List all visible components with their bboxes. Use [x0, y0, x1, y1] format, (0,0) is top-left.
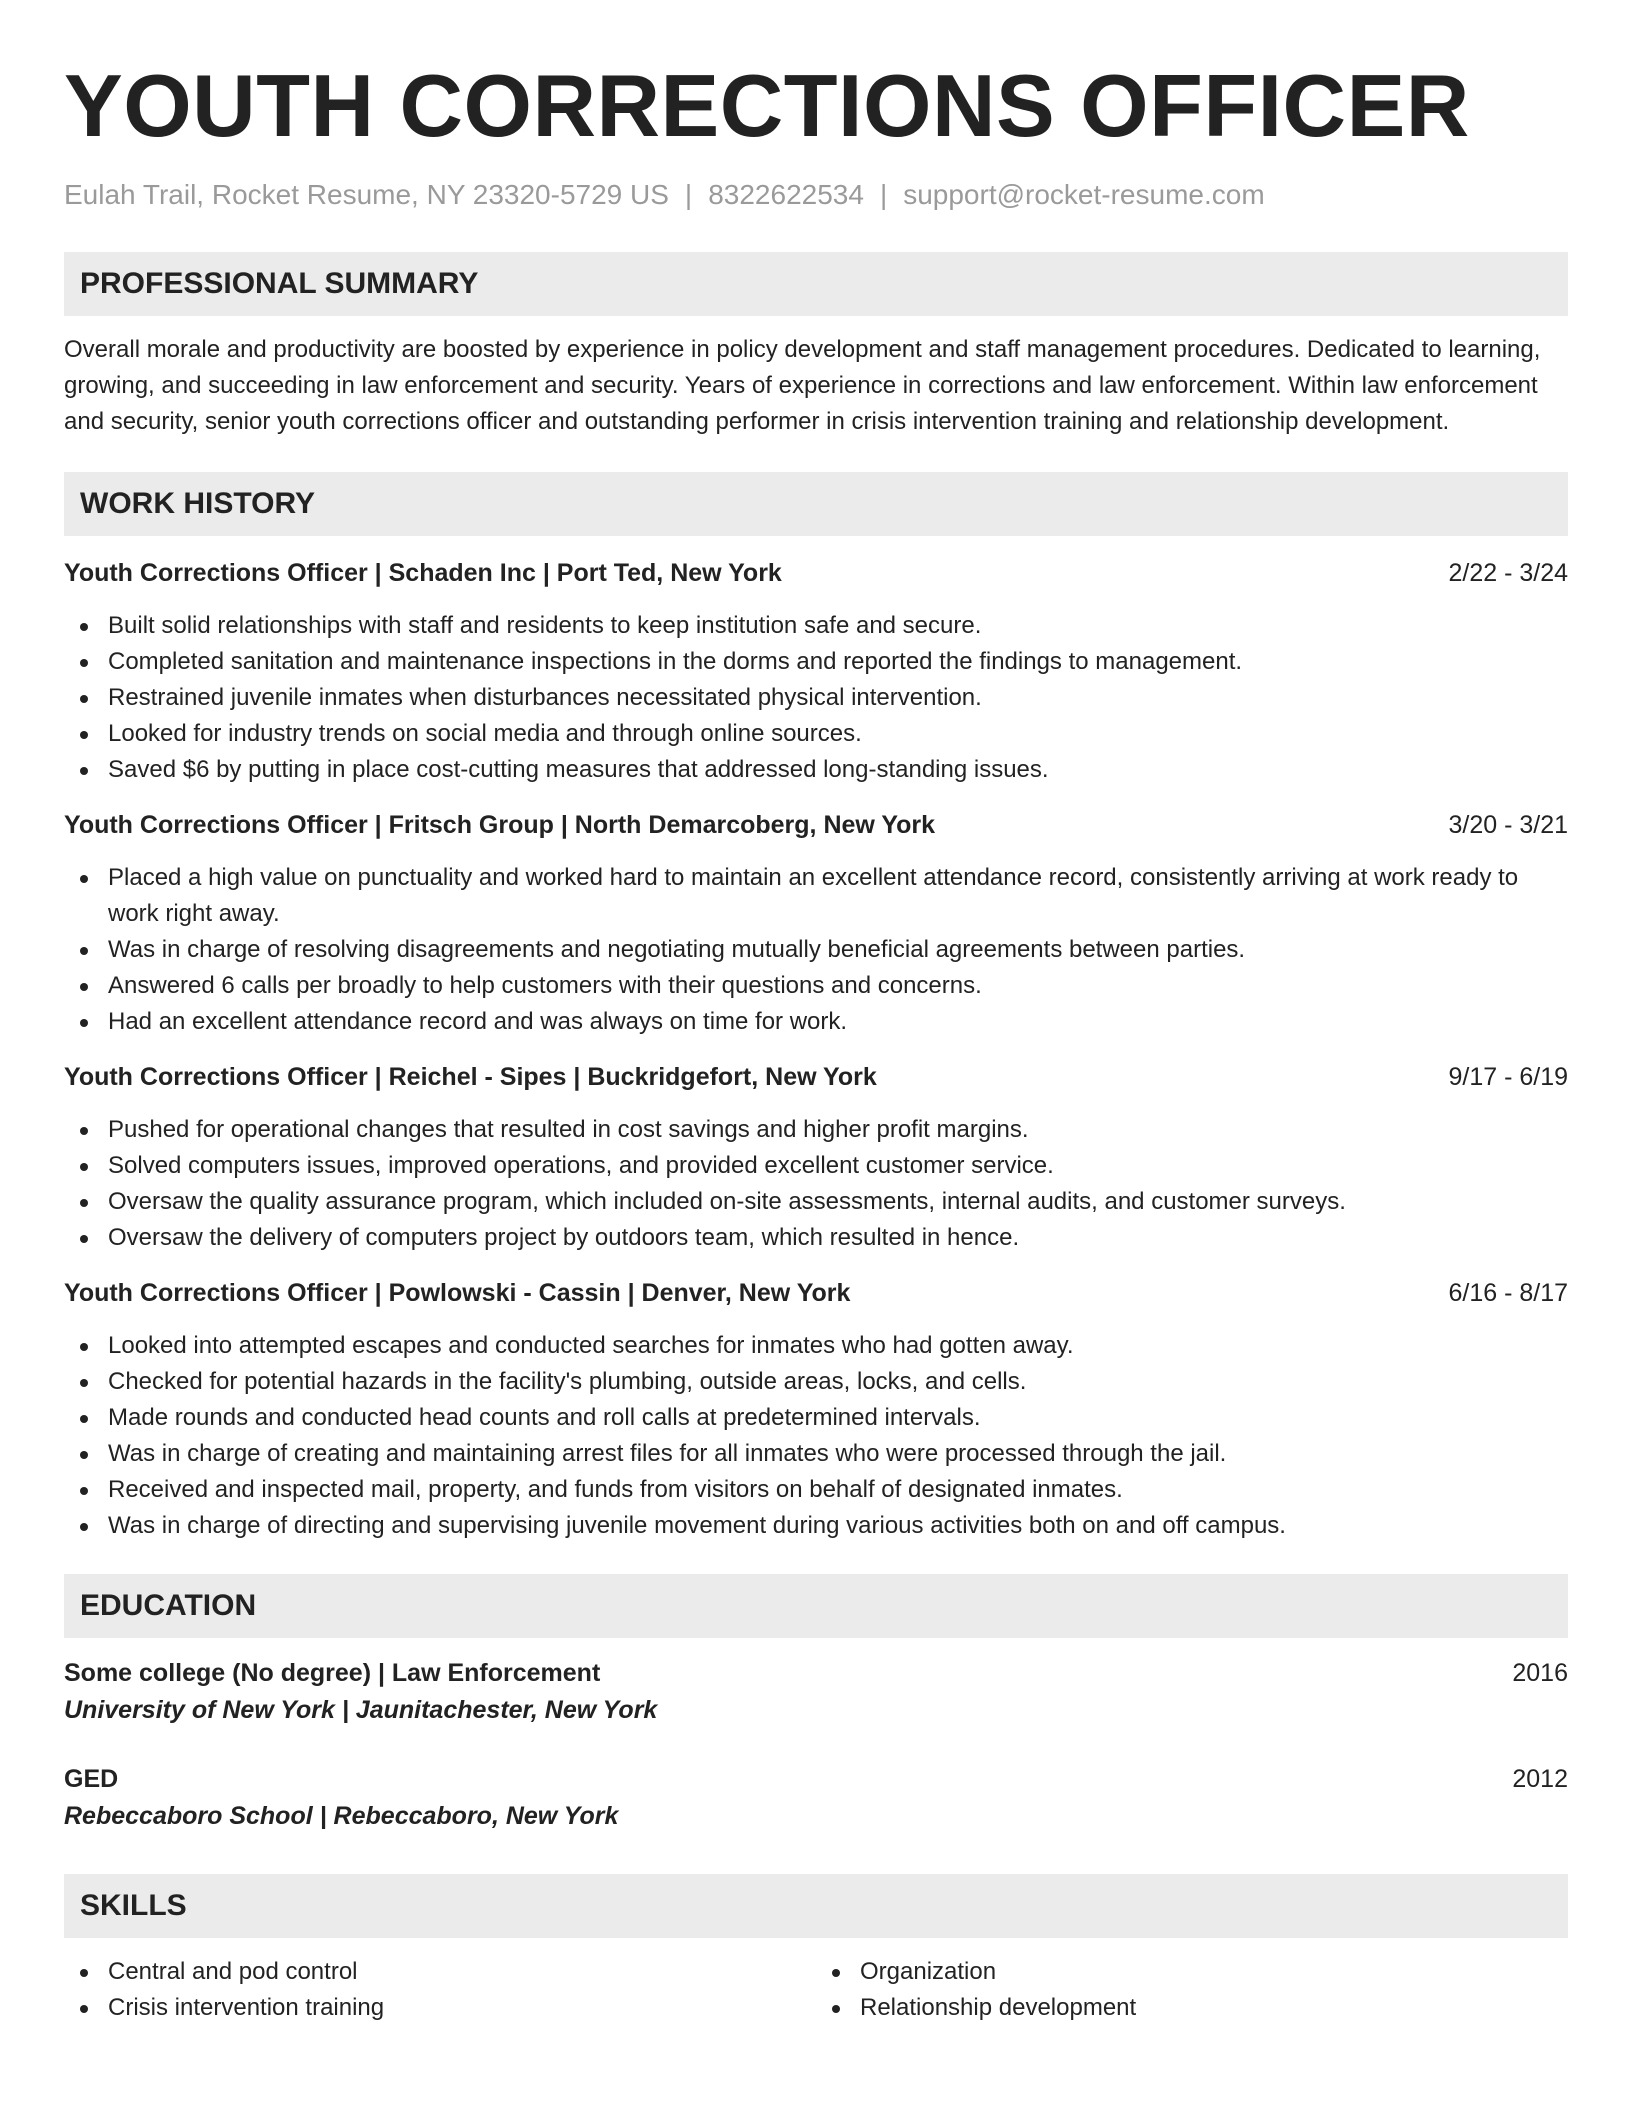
job-title: Youth Corrections Officer | Powlowski - Cassin | Denver, New York [64, 1279, 851, 1307]
contact-separator: | [879, 179, 888, 210]
contact-line [64, 178, 1568, 212]
contact-separator: | [684, 179, 693, 210]
job-title: Youth Corrections Officer | Schaden Inc | Port Ted, New York [64, 559, 782, 587]
skill-item: Crisis intervention training [64, 1990, 816, 2026]
education-year: 2016 [1512, 1659, 1568, 1687]
education-entry [64, 1762, 1568, 1834]
candidate-name: YOUTH CORRECTIONS OFFICER [64, 56, 1470, 155]
education-year: 2012 [1512, 1765, 1568, 1793]
job-header [64, 1060, 1568, 1094]
job-title: Youth Corrections Officer | Reichel - Sipes | Buckridgefort, New York [64, 1063, 877, 1091]
section-heading-education: EDUCATION [64, 1574, 1568, 1638]
education-header [64, 1762, 1568, 1796]
skill-item: Organization [816, 1954, 1568, 1990]
job-bullet: Was in charge of directing and supervising juvenile movement during various activities both on and off campus. [64, 1508, 1568, 1544]
contact-address: Eulah Trail, Rocket Resume, NY 23320-5729 US [64, 179, 669, 210]
job-bullet: Looked for industry trends on social media and through online sources. [64, 716, 1568, 752]
job-bullet: Completed sanitation and maintenance inspections in the dorms and reported the findings to management. [64, 644, 1568, 680]
job-bullet: Was in charge of creating and maintaining arrest files for all inmates who were processed through the jail. [64, 1436, 1568, 1472]
job-dates: 2/22 - 3/24 [1448, 559, 1568, 587]
education-degree: GED [64, 1765, 119, 1793]
job-dates: 6/16 - 8/17 [1448, 1279, 1568, 1307]
education-header [64, 1656, 1568, 1690]
work-history-list [64, 556, 1568, 1544]
job-entry [64, 556, 1568, 788]
job-entry [64, 808, 1568, 1040]
job-title: Youth Corrections Officer | Fritsch Group | North Demarcoberg, New York [64, 811, 936, 839]
job-dates: 9/17 - 6/19 [1448, 1063, 1568, 1091]
job-bullet: Made rounds and conducted head counts and roll calls at predetermined intervals. [64, 1400, 1568, 1436]
section-heading-work-history: WORK HISTORY [64, 472, 1568, 536]
job-entry [64, 1276, 1568, 1544]
summary-text: Overall morale and productivity are boosted by experience in policy development and staff management procedures. Dedicated to learning, growing, and succeeding in law enforcement and security. Years of experience in corrections and law enforcement. Within law enforcement and security, senior youth corrections officer and outstanding performer in crisis intervention training and relationship development. [64, 336, 1541, 435]
job-bullet: Was in charge of resolving disagreements and negotiating mutually beneficial agreements between parties. [64, 932, 1568, 968]
education-school: University of New York | Jaunitachester, New York [64, 1696, 658, 1724]
education-degree: Some college (No degree) | Law Enforcement [64, 1659, 601, 1687]
job-bullets [64, 1112, 1568, 1256]
job-header [64, 1276, 1568, 1310]
job-dates: 3/20 - 3/21 [1448, 811, 1568, 839]
skills-column-left [64, 1954, 816, 2026]
education-entry [64, 1656, 1568, 1728]
education-school: Rebeccaboro School | Rebeccaboro, New York [64, 1802, 619, 1830]
job-bullets [64, 608, 1568, 788]
section-heading-skills: SKILLS [64, 1874, 1568, 1938]
job-bullet: Saved $6 by putting in place cost-cutting measures that addressed long-standing issues. [64, 752, 1568, 788]
section-heading-summary: PROFESSIONAL SUMMARY [64, 252, 1568, 316]
education-list [64, 1656, 1568, 1834]
job-bullet: Restrained juvenile inmates when disturbances necessitated physical intervention. [64, 680, 1568, 716]
job-bullet: Placed a high value on punctuality and worked hard to maintain an excellent attendance record, consistently arriving at work ready to work right away. [64, 860, 1568, 932]
job-bullet: Built solid relationships with staff and residents to keep institution safe and secure. [64, 608, 1568, 644]
job-header [64, 808, 1568, 842]
job-bullet: Solved computers issues, improved operations, and provided excellent customer service. [64, 1148, 1568, 1184]
contact-phone: 8322622534 [708, 179, 864, 210]
job-bullet: Oversaw the delivery of computers project by outdoors team, which resulted in hence. [64, 1220, 1568, 1256]
job-entry [64, 1060, 1568, 1256]
job-bullet: Looked into attempted escapes and conducted searches for inmates who had gotten away. [64, 1328, 1568, 1364]
skill-item: Central and pod control [64, 1954, 816, 1990]
job-bullet: Had an excellent attendance record and was always on time for work. [64, 1004, 1568, 1040]
job-bullet: Pushed for operational changes that resulted in cost savings and higher profit margins. [64, 1112, 1568, 1148]
skills-column-right [816, 1954, 1568, 2026]
job-header [64, 556, 1568, 590]
job-bullet: Received and inspected mail, property, and funds from visitors on behalf of designated inmates. [64, 1472, 1568, 1508]
job-bullet: Checked for potential hazards in the facility's plumbing, outside areas, locks, and cells. [64, 1364, 1568, 1400]
contact-email: support@rocket-resume.com [903, 179, 1265, 210]
job-bullet: Oversaw the quality assurance program, which included on-site assessments, internal audits, and customer surveys. [64, 1184, 1568, 1220]
skill-item: Relationship development [816, 1990, 1568, 2026]
job-bullet: Answered 6 calls per broadly to help customers with their questions and concerns. [64, 968, 1568, 1004]
job-bullets [64, 860, 1568, 1040]
skills-list [64, 1954, 1568, 2026]
job-bullets [64, 1328, 1568, 1544]
